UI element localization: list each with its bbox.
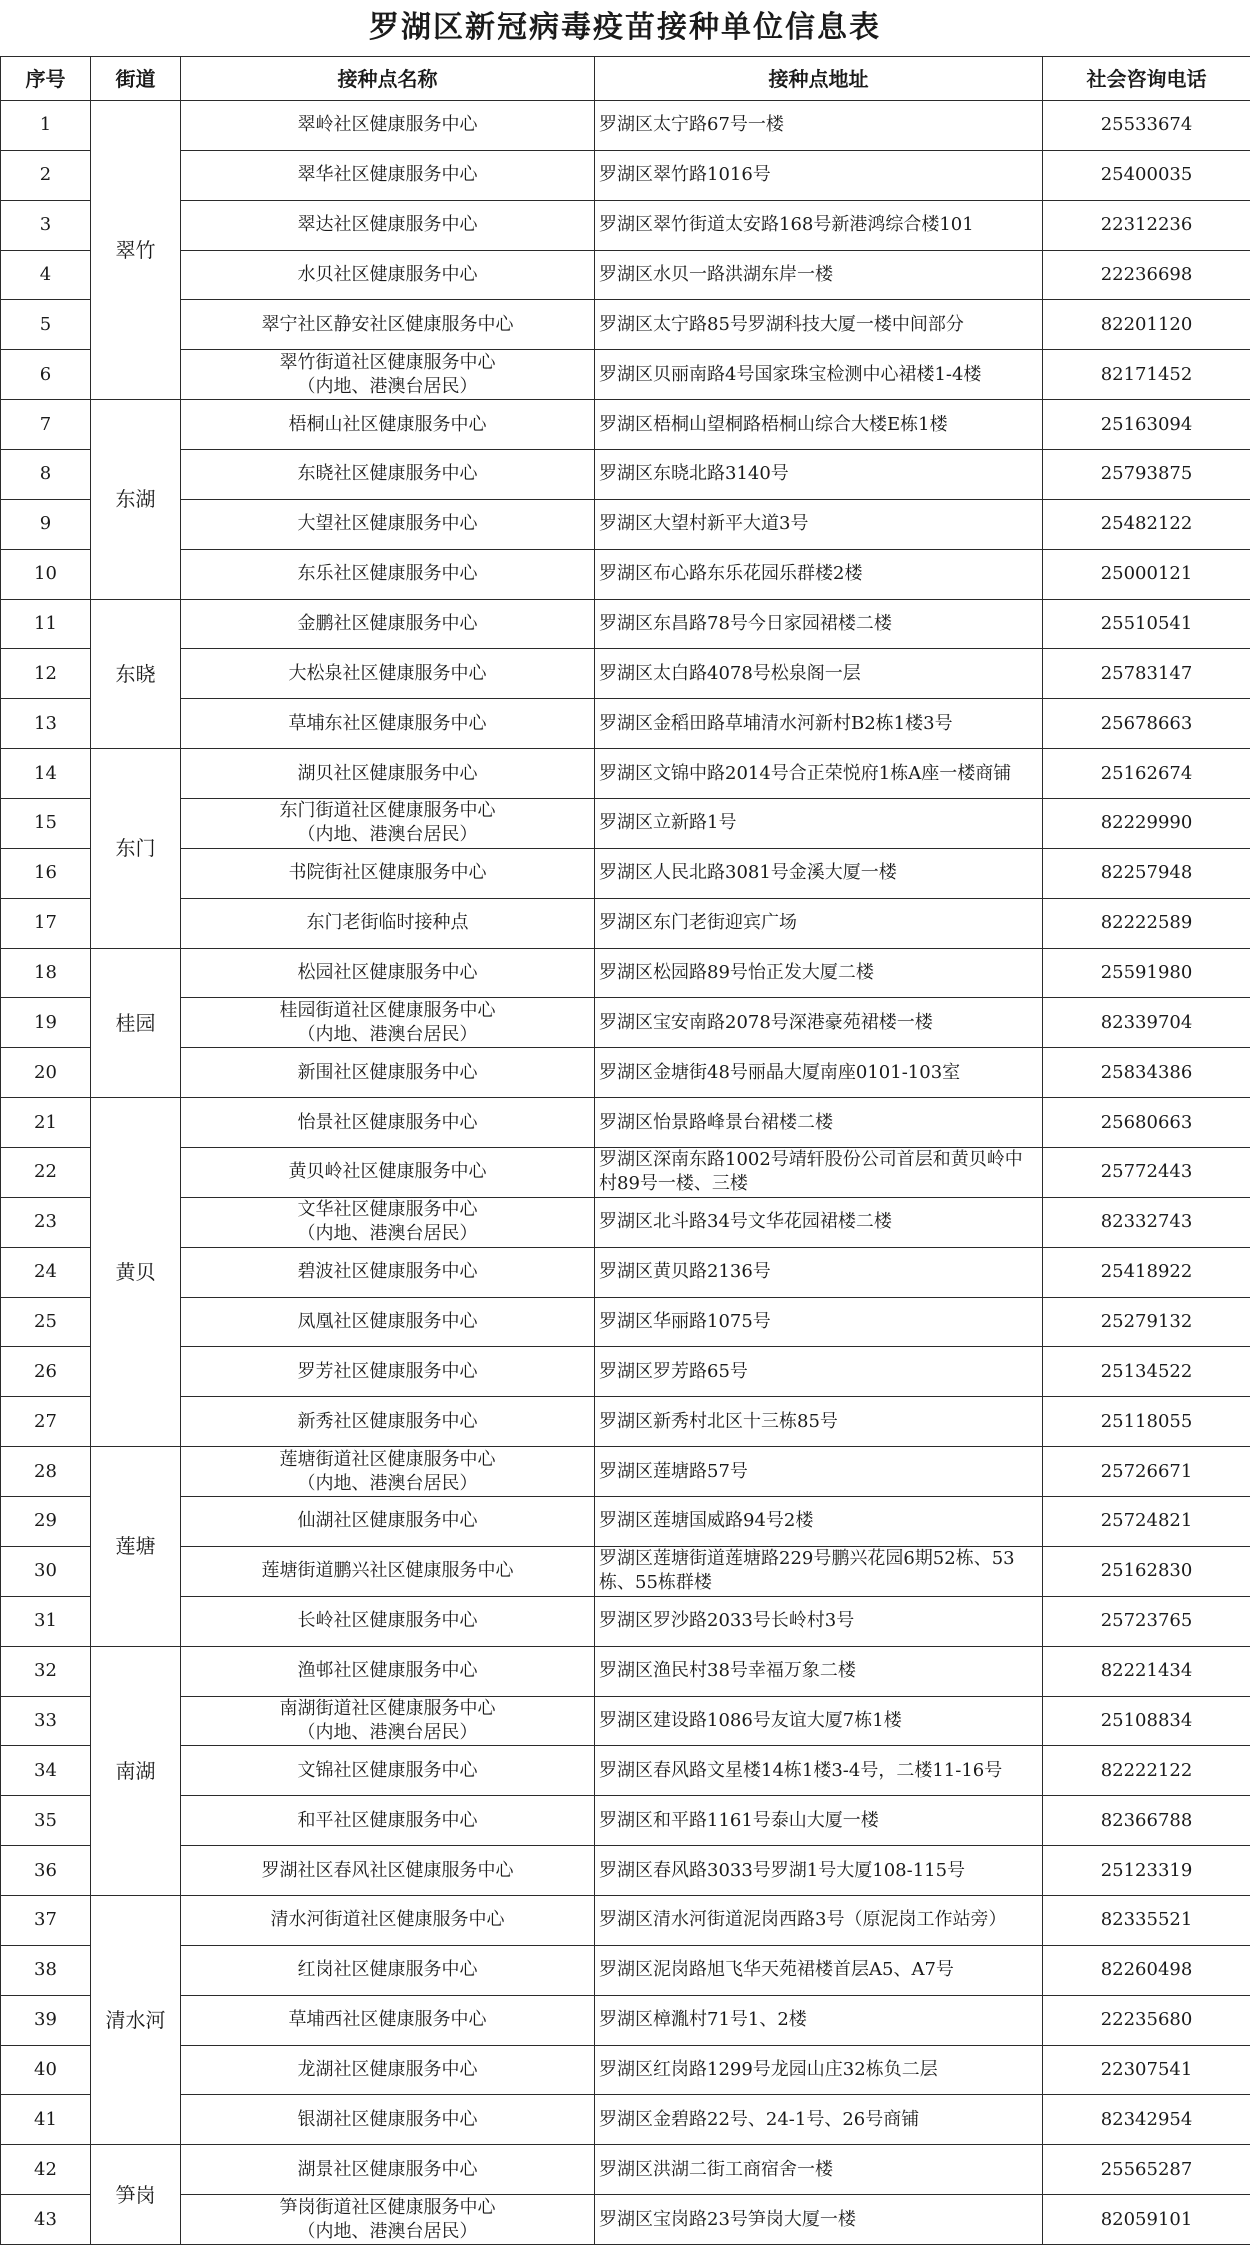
site-phone: 25772443 [1043,1148,1250,1198]
site-address: 罗湖区黄贝路2136号 [595,1247,1043,1297]
site-name-cell [181,1347,595,1397]
site-name: 新秀社区健康服务中心 [297,1410,478,1432]
table-row [1,150,1250,200]
vaccination-sites-table [0,56,1250,2245]
table-row [1,1297,1250,1347]
table-row [1,400,1250,450]
table-row [1,1148,1250,1198]
site-phone: 25783147 [1043,649,1250,699]
site-phone: 25162674 [1043,749,1250,799]
site-address: 罗湖区和平路1161号泰山大厦一楼 [595,1796,1043,1846]
site-address: 罗湖区东晓北路3140号 [595,450,1043,500]
site-name-cell [181,1247,595,1297]
table-row [1,1696,1250,1746]
table-row [1,998,1250,1048]
site-name-note: （内地、港澳台居民） [297,824,478,846]
row-seq: 1 [1,101,91,151]
row-seq: 30 [1,1546,91,1596]
site-name-cell [181,1048,595,1098]
site-name-cell [181,1596,595,1646]
table-row [1,699,1250,749]
row-seq: 16 [1,848,91,898]
table-row [1,898,1250,948]
site-name: 翠岭社区健康服务中心 [297,114,478,136]
site-phone: 82332743 [1043,1197,1250,1247]
site-name-cell [181,1796,595,1846]
site-address: 罗湖区泥岗路旭飞华天苑裙楼首层A5、A7号 [595,1945,1043,1995]
table-row [1,350,1250,400]
site-name-note: （内地、港澳台居民） [297,2220,478,2242]
table-row [1,2045,1250,2095]
site-phone: 25163094 [1043,400,1250,450]
site-name: 湖贝社区健康服务中心 [297,762,478,784]
row-seq: 5 [1,300,91,350]
site-name: 银湖社区健康服务中心 [297,2108,478,2130]
row-seq: 6 [1,350,91,400]
row-seq: 38 [1,1945,91,1995]
site-phone: 25279132 [1043,1297,1250,1347]
site-phone: 82260498 [1043,1945,1250,1995]
site-name-cell [181,848,595,898]
site-name-cell [181,1696,595,1746]
site-name: 翠华社区健康服务中心 [297,164,478,186]
site-phone: 25591980 [1043,948,1250,998]
row-seq: 10 [1,549,91,599]
table-row [1,250,1250,300]
site-address: 罗湖区东昌路78号今日家园裙楼二楼 [595,599,1043,649]
table-row [1,1247,1250,1297]
row-seq: 15 [1,799,91,849]
site-address: 罗湖区莲塘街道莲塘路229号鹏兴花园6期52栋、53栋、55栋群楼 [595,1546,1043,1596]
site-address: 罗湖区罗沙路2033号长岭村3号 [595,1596,1043,1646]
row-seq: 13 [1,699,91,749]
table-row [1,1197,1250,1247]
row-seq: 2 [1,150,91,200]
site-phone: 82257948 [1043,848,1250,898]
row-seq: 7 [1,400,91,450]
site-name-cell [181,1995,595,2045]
table-row [1,1497,1250,1547]
table-row [1,2195,1250,2245]
site-name-cell [181,450,595,500]
table-row [1,549,1250,599]
site-name: 水贝社区健康服务中心 [297,264,478,285]
table-row [1,2095,1250,2145]
site-name: 翠竹街道社区健康服务中心 [279,351,496,373]
site-name: 仙湖社区健康服务中心 [297,1510,478,1532]
site-phone: 25134522 [1043,1347,1250,1397]
site-phone: 25000121 [1043,549,1250,599]
site-name: 文华社区健康服务中心 [297,1199,478,1221]
table-row [1,1945,1250,1995]
row-seq: 26 [1,1347,91,1397]
site-phone: 82201120 [1043,300,1250,350]
table-row [1,948,1250,998]
site-name-cell [181,799,595,849]
table-row [1,599,1250,649]
site-address: 罗湖区梧桐山望桐路梧桐山综合大楼E栋1楼 [595,400,1043,450]
site-phone: 82366788 [1043,1796,1250,1846]
site-name: 翠达社区健康服务中心 [297,214,478,236]
table-row [1,1546,1250,1596]
site-name: 东晓社区健康服务中心 [297,463,478,485]
site-name: 东门街道社区健康服务中心 [279,800,496,822]
site-name: 书院街社区健康服务中心 [288,862,487,884]
row-seq: 11 [1,599,91,649]
row-seq: 21 [1,1098,91,1148]
site-phone: 82339704 [1043,998,1250,1048]
site-name: 金鹏社区健康服务中心 [297,613,478,635]
site-name-cell [181,2145,595,2195]
site-address: 罗湖区清水河街道泥岗西路3号（原泥岗工作站旁） [595,1895,1043,1945]
site-name-cell [181,1098,595,1148]
row-seq: 3 [1,200,91,250]
site-phone: 25400035 [1043,150,1250,200]
site-name-cell [181,400,595,450]
site-name-cell [181,649,595,699]
site-name: 和平社区健康服务中心 [297,1809,478,1831]
row-seq: 31 [1,1596,91,1646]
street-cell: 黄贝 [91,1098,181,1447]
site-name: 梧桐山社区健康服务中心 [288,413,487,435]
row-seq: 36 [1,1846,91,1896]
site-name: 草埔西社区健康服务中心 [288,2009,487,2031]
table-row [1,101,1250,151]
site-name-cell [181,1846,595,1896]
site-name: 翠宁社区静安社区健康服务中心 [261,313,514,335]
site-name: 桂园街道社区健康服务中心 [279,999,496,1021]
site-phone: 82222589 [1043,898,1250,948]
site-phone: 25162830 [1043,1546,1250,1596]
site-name-cell [181,1397,595,1447]
site-name-cell [181,898,595,948]
site-name: 笋岗街道社区健康服务中心 [279,2196,496,2218]
site-address: 罗湖区北斗路34号文华花园裙楼二楼 [595,1197,1043,1247]
site-phone: 25680663 [1043,1098,1250,1148]
table-body [1,101,1250,2245]
site-phone: 25723765 [1043,1596,1250,1646]
table-row [1,300,1250,350]
page-title: 罗湖区新冠病毒疫苗接种单位信息表 [369,10,881,45]
site-name: 长岭社区健康服务中心 [297,1610,478,1632]
site-address: 罗湖区松园路89号怡正发大厦二楼 [595,948,1043,998]
site-name-cell [181,1197,595,1247]
table-row [1,1995,1250,2045]
table-header-row [1,57,1250,101]
site-name-cell [181,1148,595,1198]
row-seq: 41 [1,2095,91,2145]
table-row [1,200,1250,250]
street-cell: 东晓 [91,599,181,749]
site-address: 罗湖区莲塘国威路94号2楼 [595,1497,1043,1547]
site-name: 凤凰社区健康服务中心 [297,1311,478,1333]
row-seq: 23 [1,1197,91,1247]
site-address: 罗湖区文锦中路2014号合正荣悦府1栋A座一楼商铺 [595,749,1043,799]
site-name: 清水河街道社区健康服务中心 [270,1909,505,1931]
site-name-cell [181,1297,595,1347]
site-phone: 82222122 [1043,1746,1250,1796]
site-name-cell [181,150,595,200]
site-phone: 22236698 [1043,250,1250,300]
site-address: 罗湖区太宁路85号罗湖科技大厦一楼中间部分 [595,300,1043,350]
site-name-cell [181,2045,595,2095]
site-phone: 25565287 [1043,2145,1250,2195]
site-address: 罗湖区立新路1号 [595,799,1043,849]
table-row [1,2145,1250,2195]
site-phone: 25418922 [1043,1247,1250,1297]
site-address: 罗湖区华丽路1075号 [595,1297,1043,1347]
site-address: 罗湖区太白路4078号松泉阁一层 [595,649,1043,699]
site-name-cell [181,101,595,151]
site-name-cell [181,599,595,649]
street-cell: 东门 [91,749,181,948]
table-row [1,1846,1250,1896]
site-phone: 22307541 [1043,2045,1250,2095]
table-row [1,450,1250,500]
street-cell: 清水河 [91,1895,181,2144]
site-name: 草埔东社区健康服务中心 [288,712,487,734]
site-address: 罗湖区贝丽南路4号国家珠宝检测中心裙楼1-4楼 [595,350,1043,400]
site-address: 罗湖区翠竹街道太安路168号新港鸿综合楼101 [595,200,1043,250]
site-name: 湖景社区健康服务中心 [297,2158,478,2180]
row-seq: 20 [1,1048,91,1098]
site-phone: 25678663 [1043,699,1250,749]
header-seq: 序号 [1,57,91,101]
site-address: 罗湖区洪湖二街工商宿舍一楼 [595,2145,1043,2195]
street-cell: 莲塘 [91,1447,181,1646]
site-phone: 25793875 [1043,450,1250,500]
row-seq: 37 [1,1895,91,1945]
site-name-note: （内地、港澳台居民） [297,1721,478,1743]
site-phone: 22235680 [1043,1995,1250,2045]
site-phone: 82335521 [1043,1895,1250,1945]
row-seq: 18 [1,948,91,998]
site-address: 罗湖区宝岗路23号笋岗大厦一楼 [595,2195,1043,2245]
table-row [1,848,1250,898]
site-address: 罗湖区金碧路22号、24-1号、26号商铺 [595,2095,1043,2145]
site-name: 渔邨社区健康服务中心 [297,1660,478,1682]
site-name-cell [181,2195,595,2245]
site-phone: 25510541 [1043,599,1250,649]
row-seq: 17 [1,898,91,948]
site-name: 莲塘街道鹏兴社区健康服务中心 [261,1560,514,1582]
site-name: 黄贝岭社区健康服务中心 [288,1161,487,1183]
site-address: 罗湖区太宁路67号一楼 [595,101,1043,151]
street-cell: 笋岗 [91,2145,181,2245]
site-name-cell [181,250,595,300]
site-address: 罗湖区金稻田路草埔清水河新村B2栋1楼3号 [595,699,1043,749]
site-name-cell [181,1497,595,1547]
table-row [1,1447,1250,1497]
site-address: 罗湖区罗芳路65号 [595,1347,1043,1397]
row-seq: 43 [1,2195,91,2245]
table-row [1,749,1250,799]
site-address: 罗湖区红岗路1299号龙园山庄32栋负二层 [595,2045,1043,2095]
street-cell: 桂园 [91,948,181,1098]
site-name: 红岗社区健康服务中心 [297,1959,478,1981]
site-name: 松园社区健康服务中心 [297,962,478,984]
row-seq: 8 [1,450,91,500]
site-address: 罗湖区怡景路峰景台裙楼二楼 [595,1098,1043,1148]
site-address: 罗湖区人民北路3081号金溪大厦一楼 [595,848,1043,898]
header-name: 接种点名称 [181,57,595,101]
site-phone: 25482122 [1043,499,1250,549]
site-name-note: （内地、港澳台居民） [297,1223,478,1245]
site-phone: 82221434 [1043,1646,1250,1696]
site-name: 罗湖社区春风社区健康服务中心 [261,1859,514,1881]
site-name-cell [181,948,595,998]
row-seq: 42 [1,2145,91,2195]
row-seq: 27 [1,1397,91,1447]
table-row [1,649,1250,699]
site-name: 东门老街临时接种点 [306,912,469,934]
site-name: 大松泉社区健康服务中心 [288,662,487,684]
row-seq: 33 [1,1696,91,1746]
row-seq: 22 [1,1148,91,1198]
row-seq: 12 [1,649,91,699]
table-row [1,1895,1250,1945]
header-street: 街道 [91,57,181,101]
site-phone: 25533674 [1043,101,1250,151]
site-name-cell [181,699,595,749]
table-row [1,1596,1250,1646]
site-phone: 25118055 [1043,1397,1250,1447]
site-name: 龙湖社区健康服务中心 [297,2058,478,2080]
site-name-cell [181,1447,595,1497]
site-name-cell [181,499,595,549]
row-seq: 35 [1,1796,91,1846]
site-name-note: （内地、港澳台居民） [297,1472,478,1494]
site-address: 罗湖区新秀村北区十三栋85号 [595,1397,1043,1447]
site-address: 罗湖区布心路东乐花园乐群楼2楼 [595,549,1043,599]
row-seq: 39 [1,1995,91,2045]
site-name: 大望社区健康服务中心 [297,513,478,535]
site-phone: 82229990 [1043,799,1250,849]
site-address: 罗湖区大望村新平大道3号 [595,499,1043,549]
row-seq: 29 [1,1497,91,1547]
site-name-cell [181,1546,595,1596]
site-address: 罗湖区渔民村38号幸福万象二楼 [595,1646,1043,1696]
site-phone: 25123319 [1043,1846,1250,1896]
row-seq: 40 [1,2045,91,2095]
site-name-cell [181,350,595,400]
header-address: 接种点地址 [595,57,1043,101]
row-seq: 25 [1,1297,91,1347]
table-row [1,799,1250,849]
site-name: 新围社区健康服务中心 [297,1061,478,1083]
table-row [1,1048,1250,1098]
site-address: 罗湖区翠竹路1016号 [595,150,1043,200]
row-seq: 14 [1,749,91,799]
site-name-cell [181,200,595,250]
site-name-cell [181,1945,595,1995]
site-name-cell [181,300,595,350]
site-name: 文锦社区健康服务中心 [297,1759,478,1781]
site-name: 南湖街道社区健康服务中心 [279,1697,496,1719]
site-address: 罗湖区莲塘路57号 [595,1447,1043,1497]
table-row [1,1746,1250,1796]
site-name: 罗芳社区健康服务中心 [297,1360,478,1382]
street-cell: 翠竹 [91,101,181,400]
row-seq: 28 [1,1447,91,1497]
site-name-cell [181,998,595,1048]
site-address: 罗湖区春风路文星楼14栋1楼3-4号，二楼11-16号 [595,1746,1043,1796]
row-seq: 24 [1,1247,91,1297]
site-phone: 25726671 [1043,1447,1250,1497]
site-name-cell [181,1746,595,1796]
table-row [1,1397,1250,1447]
street-cell: 南湖 [91,1646,181,1895]
site-address: 罗湖区建设路1086号友谊大厦7栋1楼 [595,1696,1043,1746]
site-phone: 82342954 [1043,2095,1250,2145]
table-row [1,1646,1250,1696]
header-phone: 社会咨询电话 [1043,57,1250,101]
table-row [1,1098,1250,1148]
row-seq: 34 [1,1746,91,1796]
site-phone: 82171452 [1043,350,1250,400]
table-row [1,499,1250,549]
row-seq: 4 [1,250,91,300]
site-name-note: （内地、港澳台居民） [297,1023,478,1045]
site-address: 罗湖区东门老街迎宾广场 [595,898,1043,948]
row-seq: 19 [1,998,91,1048]
site-address: 罗湖区金塘街48号丽晶大厦南座0101-103室 [595,1048,1043,1098]
site-address: 罗湖区深南东路1002号靖轩股份公司首层和黄贝岭中村89号一楼、三楼 [595,1148,1043,1198]
row-seq: 9 [1,499,91,549]
site-name-cell [181,549,595,599]
site-address: 罗湖区春风路3033号罗湖1号大厦108-115号 [595,1846,1043,1896]
site-phone: 82059101 [1043,2195,1250,2245]
site-address: 罗湖区樟湚村71号1、2楼 [595,1995,1043,2045]
street-cell: 东湖 [91,400,181,599]
site-name: 莲塘街道社区健康服务中心 [279,1448,496,1470]
table-row [1,1347,1250,1397]
site-name: 东乐社区健康服务中心 [297,563,478,585]
site-name-cell [181,749,595,799]
site-name: 怡景社区健康服务中心 [297,1111,478,1133]
site-name-note: （内地、港澳台居民） [297,375,478,397]
site-phone: 25724821 [1043,1497,1250,1547]
site-name-cell [181,1646,595,1696]
row-seq: 32 [1,1646,91,1696]
site-address: 罗湖区水贝一路洪湖东岸一楼 [595,250,1043,300]
site-phone: 25834386 [1043,1048,1250,1098]
site-phone: 25108834 [1043,1696,1250,1746]
site-address: 罗湖区宝安南路2078号深港豪苑裙楼一楼 [595,998,1043,1048]
site-name-cell [181,2095,595,2145]
site-name-cell [181,1895,595,1945]
site-phone: 22312236 [1043,200,1250,250]
site-name: 碧波社区健康服务中心 [297,1261,478,1283]
table-row [1,1796,1250,1846]
